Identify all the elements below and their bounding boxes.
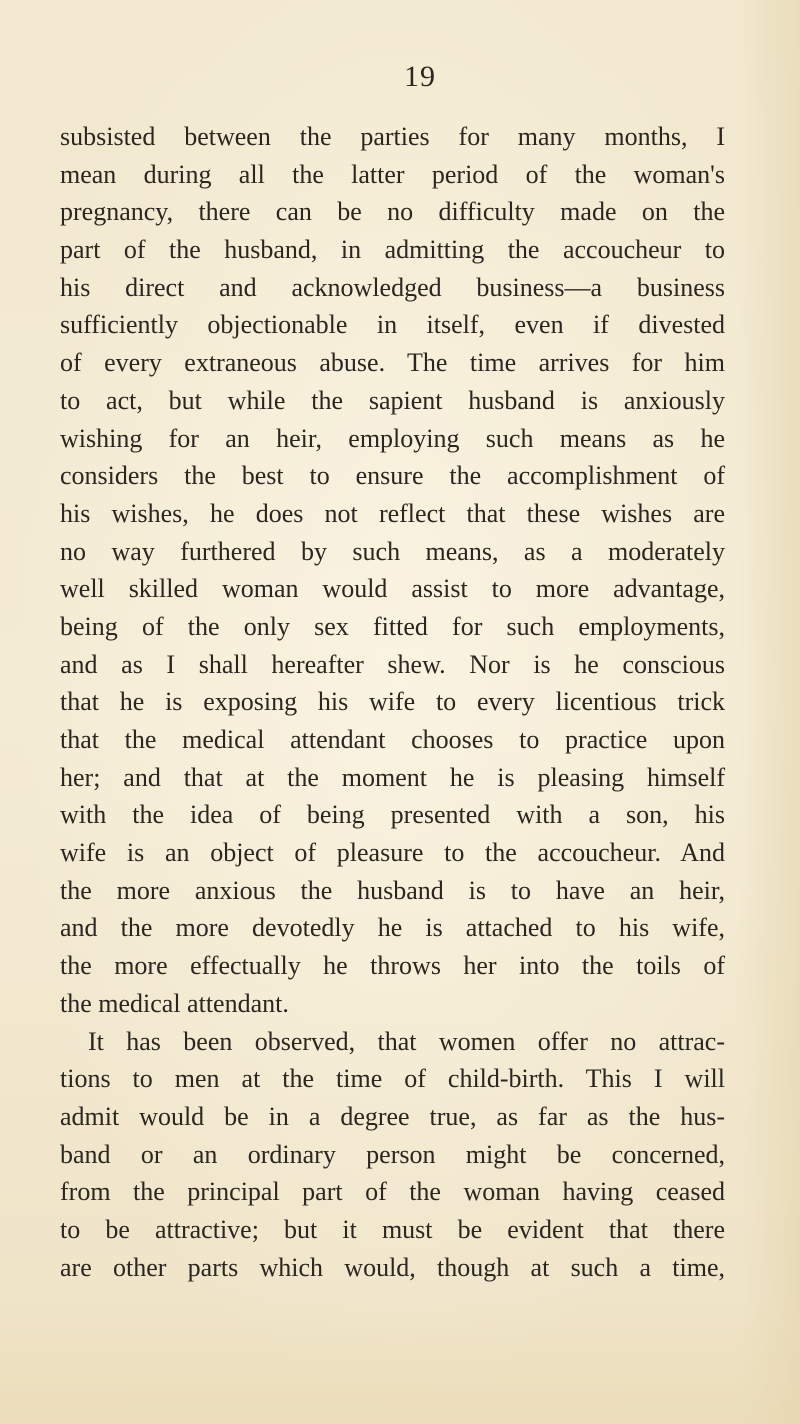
- text-line: to act, but while the sapient husband is anxiously: [60, 385, 725, 415]
- text-line: being of the only sex fitted for such employments,: [60, 611, 725, 641]
- page-edge-stain: [740, 0, 800, 1424]
- page-number: 19: [404, 60, 436, 93]
- text-line: band or an ordinary person might be concerned,: [60, 1139, 725, 1169]
- text-line: from the principal part of the woman having ceased: [60, 1177, 725, 1207]
- text-line: his wishes, he does not reflect that these wishes are: [60, 498, 725, 528]
- text-line: part of the husband, in admitting the accoucheur to: [60, 235, 725, 265]
- text-line: that the medical attendant chooses to practice upon: [60, 725, 725, 754]
- text-line: and the more devotedly he is attached to his wife,: [60, 913, 725, 943]
- text-line: wishing for an heir, employing such means as he: [60, 423, 725, 453]
- text-line: no way furthered by such means, as a moderately: [60, 536, 725, 566]
- page-bottom-stain: [0, 1294, 800, 1424]
- text-line: his direct and acknowledged business—a business: [60, 272, 725, 302]
- text-line: the more effectually he throws her into the toils of: [60, 951, 725, 981]
- text-line: wife is an object of pleasure to the accoucheur. And: [60, 838, 725, 868]
- text-line: that he is exposing his wife to every licentious trick: [60, 687, 725, 717]
- text-line: considers the best to ensure the accomplishment of: [60, 461, 725, 491]
- text-line: and as I shall hereafter shew. Nor is he conscious: [60, 649, 725, 679]
- paragraph-start-line: It has been observed, that women offer no attrac-: [88, 1026, 725, 1056]
- text-line: to be attractive; but it must be evident that there: [60, 1214, 725, 1244]
- text-line: well skilled woman would assist to more advantage,: [60, 574, 725, 604]
- text-line: subsisted between the parties for many months, I: [60, 122, 725, 151]
- text-line: admit would be in a degree true, as far as the hus-: [60, 1101, 725, 1131]
- text-line: pregnancy, there can be no difficulty made on the: [60, 197, 725, 227]
- text-line: with the idea of being presented with a son, his: [60, 800, 725, 830]
- text-line: the more anxious the husband is to have an heir,: [60, 875, 725, 905]
- text-line: are other parts which would, though at such a time,: [60, 1252, 725, 1282]
- text-line: sufficiently objectionable in itself, even if divested: [60, 310, 725, 340]
- text-line: tions to men at the time of child-birth. This I will: [60, 1064, 725, 1094]
- text-line: of every extraneous abuse. The time arrives for him: [60, 348, 725, 378]
- paragraph-end-line: the medical attendant.: [60, 988, 289, 1018]
- text-line: her; and that at the moment he is pleasing himself: [60, 762, 725, 792]
- text-line: mean during all the latter period of the woman's: [60, 159, 725, 189]
- body-text: [60, 118, 725, 1286]
